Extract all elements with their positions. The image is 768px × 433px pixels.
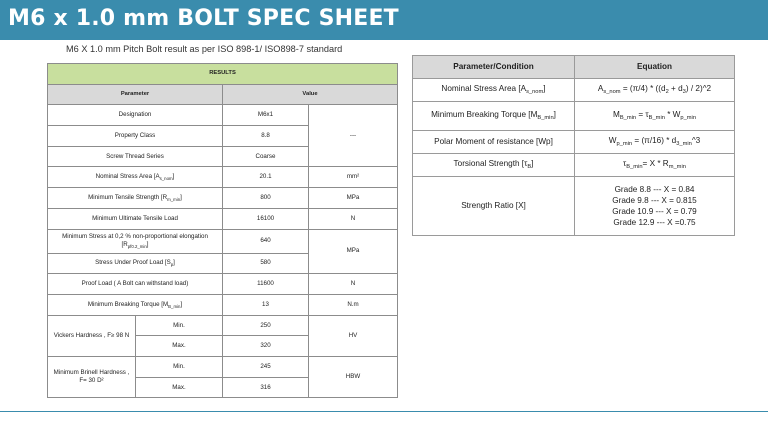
table-row	[413, 79, 735, 102]
param-stress-area: Nominal Stress Area $[A_{s\_nom}]$	[48, 167, 223, 188]
eq-torsional: $\tau_{B\_min}= X * R_{m\_min}$	[575, 154, 735, 177]
results-table	[47, 63, 398, 398]
unit-brinell: HBW	[309, 356, 398, 397]
value-min-break-torque: 13	[223, 294, 309, 315]
equations-header-row	[413, 56, 735, 79]
value-stress-area: 20.1	[223, 167, 309, 188]
value-thread-series: Coarse	[223, 146, 309, 167]
eq-param-stress-area: Nominal Stress Area $[A_{s\_nom}]$	[413, 79, 575, 102]
equations-table	[412, 55, 735, 236]
value-vickers-max: 320	[223, 336, 309, 357]
unit-stress-mpa: MPa	[309, 229, 398, 274]
eq-param-break-torque: Minimum Breaking Torque $[M_{B\_min}]$	[413, 102, 575, 131]
table-row	[413, 102, 735, 131]
unit-proof-load: N	[309, 274, 398, 295]
table-row	[48, 167, 398, 188]
eq-param-strength-ratio: Strength Ratio [X]	[413, 177, 575, 236]
brinell-min-label: Min.	[136, 356, 223, 377]
value-min-ult-load: 16100	[223, 208, 309, 229]
column-header-value: Value	[223, 84, 398, 105]
unit-vickers: HV	[309, 315, 398, 356]
param-min-tensile: Minimum Tensile Strength $[R_{m\_min}]$	[48, 188, 223, 209]
value-min-stress-elong: 640	[223, 229, 309, 253]
vickers-max-label: Max.	[136, 336, 223, 357]
eq-strength-ratio	[575, 177, 735, 236]
value-property-class: 8.8	[223, 126, 309, 147]
results-header-row	[48, 64, 398, 85]
param-proof-load: Proof Load ( A Bolt can withstand load)	[48, 274, 223, 295]
unit-min-break-torque: N.m	[309, 294, 398, 315]
param-min-stress-elong: Minimum Stress at 0,2 % non-proportional elongation $[R_{pf0.2\_min}]$	[48, 229, 223, 253]
param-brinell-hardness: Minimum Brinell Hardness , F= 30 D²	[48, 356, 136, 397]
eq-param-polar-moment: Polar Moment of resistance [Wp]	[413, 131, 575, 154]
page-title: M6 x 1.0 mm BOLT SPEC SHEET	[8, 6, 399, 31]
table-row	[48, 356, 398, 377]
brinell-max-label: Max.	[136, 377, 223, 398]
strength-ratio-line: Grade 10.9 --- X = 0.79	[612, 207, 697, 216]
value-stress-proof: 580	[223, 253, 309, 274]
table-row	[413, 131, 735, 154]
value-min-tensile: 800	[223, 188, 309, 209]
value-brinell-min: 245	[223, 356, 309, 377]
param-thread-series: Screw Thread Series	[48, 146, 223, 167]
table-row	[413, 154, 735, 177]
strength-ratio-line: Grade 9.8 --- X = 0.815	[612, 195, 697, 205]
results-column-header-row	[48, 84, 398, 105]
value-brinell-max: 316	[223, 377, 309, 398]
table-row	[48, 105, 398, 126]
unit-group-dashes: ---	[309, 105, 398, 167]
table-row	[48, 315, 398, 336]
eq-break-torque: $M_{B\_min} = \tau_{B\_min} * W_{p\_min}$	[575, 102, 735, 131]
table-row	[48, 274, 398, 295]
unit-min-tensile: MPa	[309, 188, 398, 209]
eq-param-torsional: Torsional Strength $[\tau_B]$	[413, 154, 575, 177]
results-section-title: RESULTS	[48, 64, 398, 85]
vickers-min-label: Min.	[136, 315, 223, 336]
bottom-divider	[0, 411, 768, 412]
strength-ratio-line: Grade 8.8 --- X = 0.84	[614, 184, 695, 194]
eq-stress-area: $A_{s\_nom} = (\pi/4) * ((d_2 + d_3)$ / 2)^2	[575, 79, 735, 102]
table-row	[48, 188, 398, 209]
value-designation: M6x1	[223, 105, 309, 126]
table-row	[48, 229, 398, 253]
eq-polar-moment: $W_{p\_min} = (\pi/16)$ * $d_{3\_min}\^{}3$	[575, 131, 735, 154]
param-min-ult-load: Minimum Ultimate Tensile Load	[48, 208, 223, 229]
strength-ratio-line: Grade 12.9 --- X =0.75	[613, 218, 696, 228]
param-stress-proof: Stress Under Proof Load $[S_p]$	[48, 253, 223, 274]
table-row	[48, 294, 398, 315]
unit-min-ult-load: N	[309, 208, 398, 229]
title-bar	[0, 0, 768, 40]
param-min-break-torque: Minimum Breaking Torque $[M_{B\_min}]$	[48, 294, 223, 315]
param-vickers-hardness: Vickers Hardness , F≥ 98 N	[48, 315, 136, 356]
value-proof-load: 11600	[223, 274, 309, 295]
table-row	[48, 208, 398, 229]
column-header-param-condition: Parameter/Condition	[413, 56, 575, 79]
unit-stress-area: mm²	[309, 167, 398, 188]
param-designation: Designation	[48, 105, 223, 126]
column-header-parameter: Parameter	[48, 84, 223, 105]
value-vickers-min: 250	[223, 315, 309, 336]
table-row	[413, 177, 735, 236]
column-header-equation: Equation	[575, 56, 735, 79]
param-property-class: Property Class	[48, 126, 223, 147]
results-subtitle: M6 X 1.0 mm Pitch Bolt result as per ISO 898-1/ ISO898-7 standard	[66, 44, 343, 54]
